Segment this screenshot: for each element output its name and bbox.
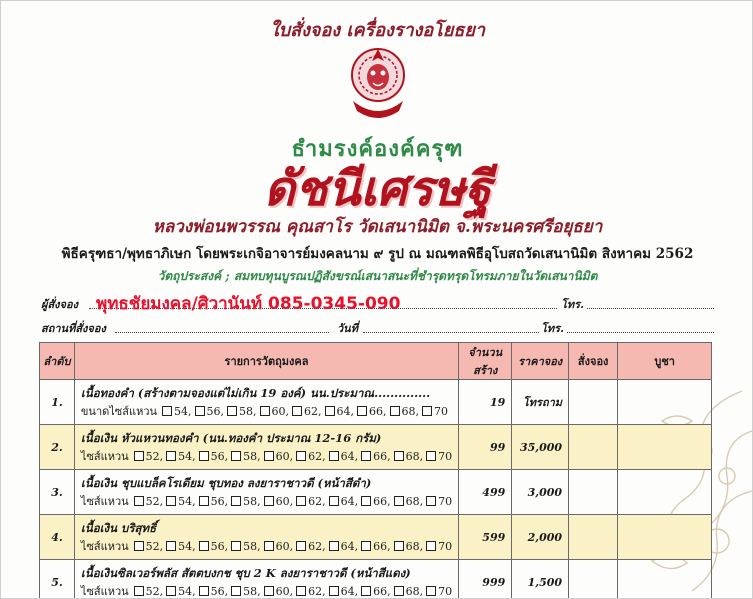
phone2-label: โทร. [541, 322, 564, 335]
size-checkbox[interactable] [134, 541, 144, 551]
place-field[interactable] [115, 332, 329, 333]
size-value: 70 [438, 495, 453, 508]
row-quantity: 599 [459, 515, 512, 560]
size-value: 70 [438, 450, 453, 463]
row-price: 2,000 [512, 515, 569, 560]
size-value: 58, [243, 495, 261, 508]
place-row [41, 317, 712, 335]
row-quantity: 99 [459, 425, 512, 470]
size-value: 64, [340, 450, 359, 463]
row-index: 2. [40, 425, 75, 470]
row-order-field[interactable] [569, 470, 618, 515]
size-value: 54, [178, 540, 196, 553]
size-checkbox[interactable] [227, 406, 237, 416]
item-name: เนื้อทองคำ (สร้างตามจองแต่ไม่เกิน 19 องค์) นน.ประมาณ.............. [80, 386, 431, 400]
size-label: ไซส์แหวน [80, 585, 129, 598]
size-label: ขนาดไซส์แหวน [80, 405, 158, 418]
size-value: 60, [275, 450, 294, 463]
size-value: 64, [340, 585, 359, 598]
size-checkbox[interactable] [394, 451, 404, 461]
size-checkbox[interactable] [357, 406, 367, 416]
table-row [40, 425, 712, 470]
table-row [40, 515, 712, 560]
size-value: 58, [239, 405, 257, 418]
phone2-field[interactable] [567, 332, 714, 333]
monk-line: หลวงพ่อนพวรรณ คุณสาโร วัดเสนานิมิต จ.พระนครศรีอยุธยา [152, 217, 603, 237]
item-name: เนื้อเงิน หัวแหวนทองคำ (นน.ทองคำ ประมาณ 12-16 กรัม) [80, 431, 382, 445]
size-value: 52, [145, 540, 164, 553]
size-checkbox[interactable] [329, 541, 339, 551]
size-value: 56, [206, 405, 225, 418]
size-checkbox[interactable] [361, 451, 371, 461]
size-value: 66, [373, 585, 391, 598]
table-row [40, 560, 712, 599]
table-header-row [40, 343, 712, 380]
row-item-cell [74, 515, 458, 560]
size-value: 66, [373, 495, 391, 508]
size-value: 60, [275, 495, 294, 508]
header-pay: บูชา [618, 343, 712, 380]
row-index: 4. [40, 515, 75, 560]
item-name: เนื้อเงิน ชุบแบล็คโรเดียม ชุบทอง ลงยาราชาวดี (หน้าสีดำ) [80, 476, 372, 490]
size-checkbox[interactable] [329, 451, 339, 461]
size-value: 66, [373, 450, 391, 463]
phone-field[interactable] [587, 308, 714, 309]
row-price: 35,000 [512, 425, 569, 470]
size-value: 62, [308, 540, 326, 553]
size-checkbox[interactable] [264, 496, 274, 506]
size-checkbox[interactable] [394, 496, 404, 506]
size-checkbox[interactable] [296, 496, 306, 506]
size-checkbox[interactable] [296, 586, 306, 596]
size-checkbox[interactable] [134, 586, 144, 596]
size-checkbox[interactable] [199, 586, 209, 596]
size-checkbox[interactable] [264, 586, 274, 596]
size-value: 58, [243, 585, 261, 598]
size-value: 54, [178, 585, 196, 598]
size-value: 52, [145, 495, 164, 508]
size-value: 52, [145, 585, 164, 598]
row-quantity: 19 [459, 380, 512, 425]
date-label: วันที่ [337, 322, 358, 335]
ceremony-line: พิธีครุฑธา/พุทธาภิเษก โดยพระเกจิอาจารย์มงคลนาม ๙ รูป ณ มณฑลพิธีอุโบสถวัดเสนานิมิต สิงหาคม 2562 [61, 246, 694, 262]
size-checkbox[interactable] [296, 541, 306, 551]
size-value: 64, [336, 405, 355, 418]
size-checkbox[interactable] [390, 406, 400, 416]
size-checkbox[interactable] [361, 541, 371, 551]
size-checkbox[interactable] [292, 406, 302, 416]
size-checkbox[interactable] [231, 541, 241, 551]
size-checkbox[interactable] [361, 586, 371, 596]
size-checkbox[interactable] [329, 586, 339, 596]
size-value: 56, [210, 450, 229, 463]
size-value: 66, [373, 540, 391, 553]
size-value: 70 [438, 585, 453, 598]
row-price: 3,000 [512, 470, 569, 515]
size-value: 62, [308, 495, 326, 508]
row-pay-field[interactable] [618, 425, 712, 470]
header-index: ลำดับ [40, 343, 75, 380]
ring-size-options [81, 538, 452, 556]
size-value: 56, [210, 495, 229, 508]
item-name: เนื้อเงิน บริสุทธิ์ [80, 521, 157, 535]
size-checkbox[interactable] [162, 406, 172, 416]
header-item: รายการวัตถุมงคล [74, 343, 458, 380]
row-pay-field[interactable] [618, 515, 712, 560]
size-value: 60, [275, 540, 294, 553]
size-checkbox[interactable] [134, 451, 144, 461]
order-table [39, 342, 712, 599]
row-item-cell [74, 560, 458, 599]
size-checkbox[interactable] [166, 586, 176, 596]
row-order-field[interactable] [569, 425, 618, 470]
size-value: 56, [210, 540, 229, 553]
row-price: 1,500 [512, 560, 569, 599]
place-label: สถานที่สั่งจอง [41, 322, 106, 335]
ring-size-options [81, 583, 452, 599]
garuda-emblem-icon [343, 41, 413, 121]
header-price: ราคาจอง [512, 343, 569, 380]
row-index: 1. [40, 380, 75, 425]
row-item-cell [74, 425, 458, 470]
size-value: 62, [308, 585, 326, 598]
seller-contact-stamp: พุทธชัยมงคล/ศิวานันท์ 085-0345-090 [96, 294, 401, 314]
size-value: 54, [174, 405, 192, 418]
row-pay-field[interactable] [618, 380, 712, 425]
header-order: สั่งจอง [569, 343, 618, 380]
ring-size-options [81, 448, 452, 466]
size-checkbox[interactable] [231, 451, 241, 461]
size-label: ไซส์แหวน [80, 540, 129, 553]
row-quantity: 999 [459, 560, 512, 599]
size-checkbox[interactable] [325, 406, 335, 416]
header-quantity: จำนวนสร้าง [459, 343, 512, 380]
size-checkbox[interactable] [426, 541, 436, 551]
size-checkbox[interactable] [231, 496, 241, 506]
row-item-cell [74, 380, 458, 425]
size-checkbox[interactable] [134, 496, 144, 506]
size-label: ไซส์แหวน [80, 495, 129, 508]
main-title: ดัชนีเศรษฐี [263, 161, 492, 217]
size-checkbox[interactable] [264, 541, 274, 551]
size-checkbox[interactable] [296, 451, 306, 461]
row-price: โทรถาม [512, 380, 569, 425]
size-value: 54, [178, 450, 196, 463]
size-value: 66, [369, 405, 387, 418]
size-checkbox[interactable] [195, 406, 205, 416]
document-title: ใบสั่งจอง เครื่องรางอโยธยา [269, 20, 486, 41]
row-index: 3. [40, 470, 75, 515]
size-value: 60, [271, 405, 290, 418]
ring-size-options [81, 493, 452, 511]
row-order-field[interactable] [569, 515, 618, 560]
row-order-field[interactable] [569, 380, 618, 425]
size-checkbox[interactable] [199, 451, 209, 461]
size-checkbox[interactable] [394, 586, 404, 596]
size-value: 68, [405, 585, 424, 598]
row-pay-field[interactable] [618, 470, 712, 515]
size-checkbox[interactable] [264, 451, 274, 461]
size-label: ไซส์แหวน [80, 450, 129, 463]
row-order-field[interactable] [569, 560, 618, 599]
table-row [40, 380, 712, 425]
size-checkbox[interactable] [166, 541, 176, 551]
size-checkbox[interactable] [422, 406, 432, 416]
size-value: 58, [243, 540, 261, 553]
size-value: 70 [438, 540, 453, 553]
size-checkbox[interactable] [394, 541, 404, 551]
size-value: 64, [340, 495, 359, 508]
size-checkbox[interactable] [426, 451, 436, 461]
size-checkbox[interactable] [166, 496, 176, 506]
row-item-cell [74, 470, 458, 515]
table-row [40, 470, 712, 515]
orderer-label: ผู้สั่งจอง [41, 298, 78, 311]
size-checkbox[interactable] [361, 496, 371, 506]
size-value: 68, [401, 405, 420, 418]
size-checkbox[interactable] [199, 541, 209, 551]
size-checkbox[interactable] [260, 406, 270, 416]
size-checkbox[interactable] [426, 586, 436, 596]
size-value: 70 [434, 405, 449, 418]
size-checkbox[interactable] [199, 496, 209, 506]
size-value: 62, [308, 450, 326, 463]
size-checkbox[interactable] [426, 496, 436, 506]
size-value: 64, [340, 540, 359, 553]
objective-line: วัตถุประสงค์ ; สมทบทุนบูรณปฏิสังขรณ์เสนาสนะที่ชำรุดทรุดโทรมภายในวัดเสนานิมิต [157, 269, 598, 283]
ring-size-options [81, 403, 452, 421]
size-checkbox[interactable] [231, 586, 241, 596]
size-value: 62, [304, 405, 322, 418]
amulet-series-subtitle: ธำมรงค์องค์ครุฑ [291, 136, 464, 162]
size-value: 68, [405, 540, 424, 553]
row-pay-field[interactable] [618, 560, 712, 599]
size-value: 56, [210, 585, 229, 598]
size-value: 68, [405, 450, 424, 463]
size-value: 54, [178, 495, 196, 508]
size-checkbox[interactable] [166, 451, 176, 461]
date-field[interactable] [363, 332, 539, 333]
row-quantity: 499 [459, 470, 512, 515]
item-name: เนื้อเงินซิลเวอร์พลัส สัตตบงกช ชุบ 2 K ลงยาราชาวดี (หน้าสีแดง) [80, 566, 411, 580]
size-value: 58, [243, 450, 261, 463]
row-index: 5. [40, 560, 75, 599]
size-value: 52, [145, 450, 164, 463]
size-checkbox[interactable] [329, 496, 339, 506]
size-value: 68, [405, 495, 424, 508]
phone-label: โทร. [561, 298, 584, 311]
size-value: 60, [275, 585, 294, 598]
